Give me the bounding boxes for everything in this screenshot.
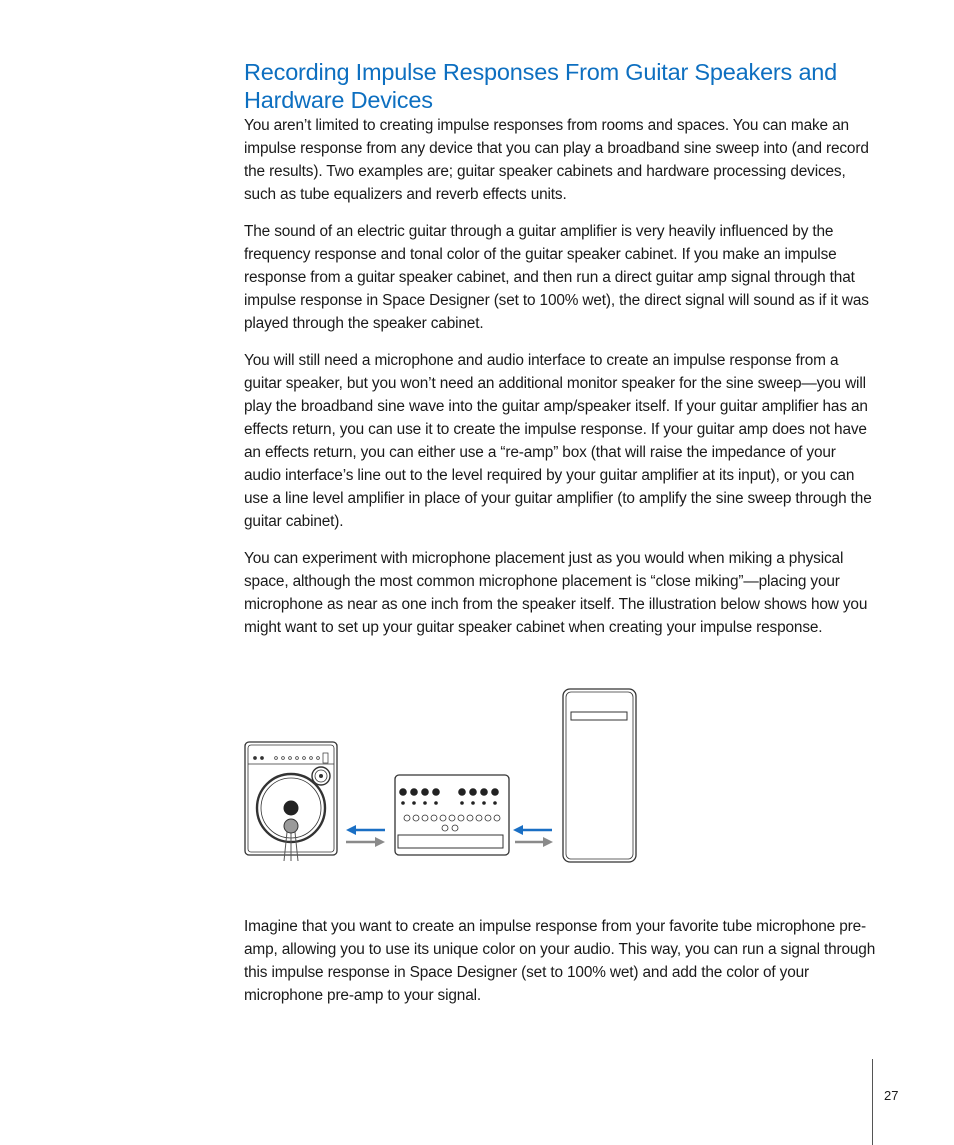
guitar-speaker-cabinet xyxy=(245,742,337,861)
footer-divider xyxy=(872,1059,873,1145)
paragraph-2 xyxy=(244,220,876,335)
arrows-right xyxy=(513,825,553,847)
paragraph-text: You can experiment with microphone placement just as you would when miking a physical space, although the most common microphone placement is “close miking”—placing your microphone as near as one inch from the speaker itself. The illustration below shows how you might want to set up your guitar speaker cabinet when creating your impulse response. xyxy=(244,550,868,636)
computer-tower xyxy=(563,689,636,862)
paragraph-5 xyxy=(244,915,876,1007)
setup-illustration xyxy=(240,684,644,868)
paragraph-1 xyxy=(244,114,876,206)
paragraph-4 xyxy=(244,547,876,639)
page-number: 27 xyxy=(884,1088,899,1103)
paragraph-3 xyxy=(244,349,876,533)
arrows-left xyxy=(346,825,385,847)
audio-interface xyxy=(395,775,509,855)
paragraph-text: You aren’t limited to creating impulse responses from rooms and spaces. You can make an impulse response from any device that you can play a broadband sine sweep into (and record the results). Two examples are; guitar speaker cabinets and hardware processing devices, such as tube equalizers and reverb effects units. xyxy=(244,117,869,203)
section-heading: Recording Impulse Responses From Guitar Speakers and Hardware Devices xyxy=(244,59,838,113)
paragraph-text: Imagine that you want to create an impulse response from your favorite tube microphone pre-amp, allowing you to use its unique color on your audio. This way, you can run a signal through this impulse response in Space Designer (set to 100% wet) and add the color of your microphone pre-amp to your signal. xyxy=(244,918,876,1004)
paragraph-text: The sound of an electric guitar through a guitar amplifier is very heavily influenced by the frequency response and tonal color of the guitar speaker cabinet. If you make an impulse response from a guitar speaker cabinet, and then run a direct guitar amp signal through that impulse response in Space Designer (set to 100% wet), the direct signal will sound as if it was played through the speaker cabinet. xyxy=(244,223,869,332)
paragraph-text: You will still need a microphone and audio interface to create an impulse response from a guitar speaker, but you won’t need an additional monitor speaker for the sine sweep—you will play the broadband sine wave into the guitar amp/speaker itself. If your guitar amplifier has an effects return, you can use it to create the impulse response. If your guitar amp does not have an effects return, you can either use a “re-amp” box (that will raise the impedance of your audio interface’s line out to the level required by your guitar amplifier at its input), or you can use a line level amplifier in place of your guitar amplifier (to amplify the sine sweep through the guitar cabinet). xyxy=(244,352,872,530)
